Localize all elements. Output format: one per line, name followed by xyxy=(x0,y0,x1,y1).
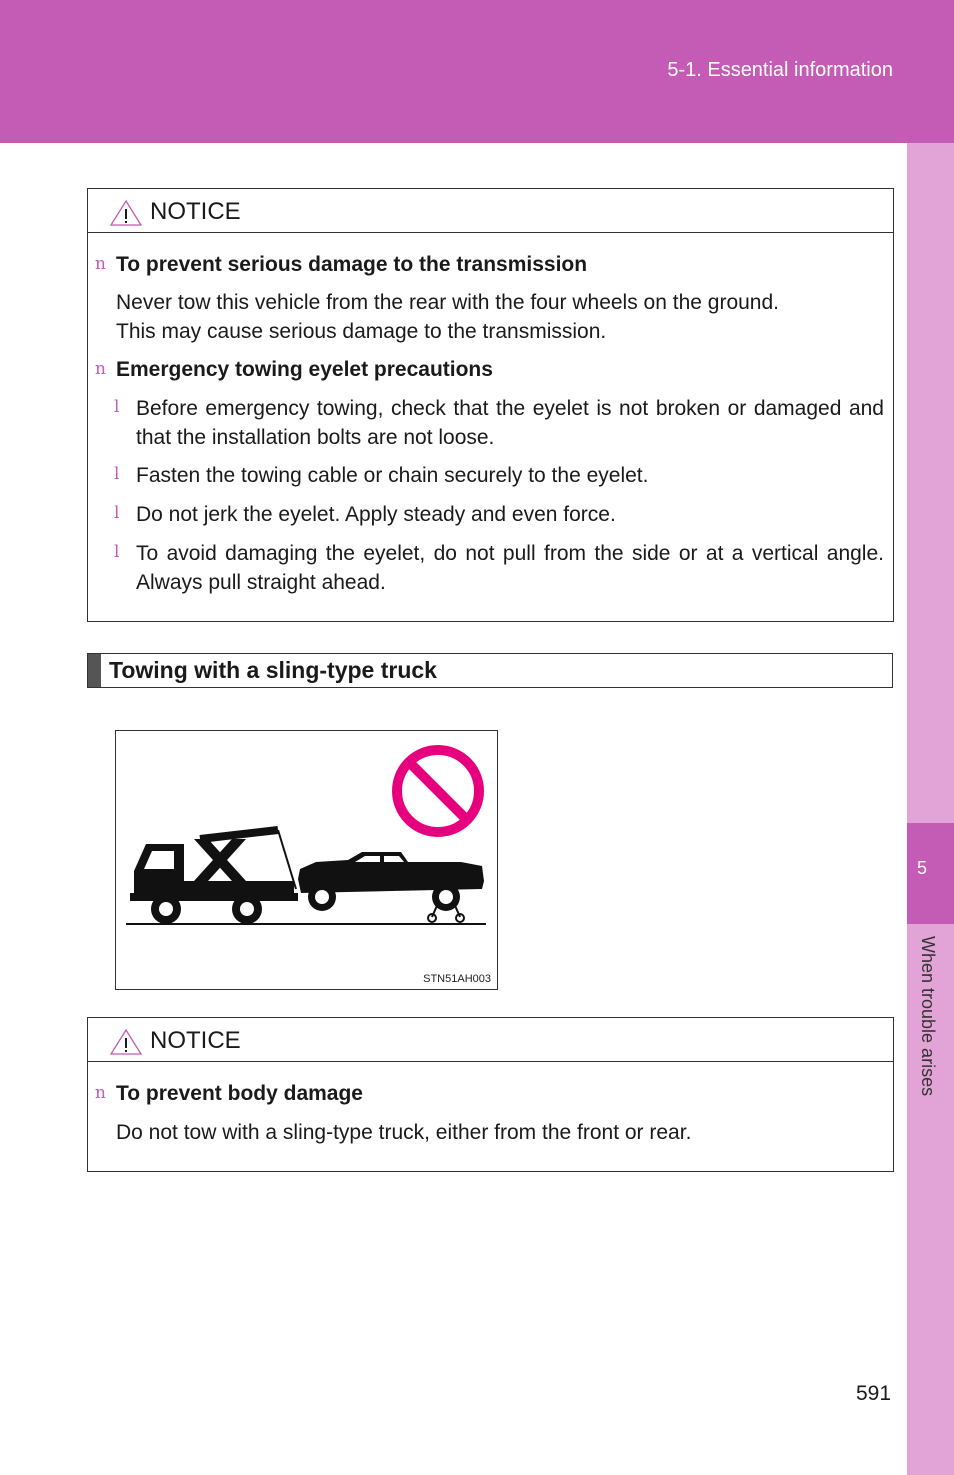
bullet-item: Before emergency towing, check that the eyelet is not broken or damaged and that the installation bolts are not loose. xyxy=(136,397,884,449)
bullet-marker: l xyxy=(114,464,120,484)
section-title: 5-1. Essential information xyxy=(667,59,893,81)
warning-triangle-icon xyxy=(110,1029,142,1055)
notice-header xyxy=(88,1018,893,1062)
figure-caption: STN51AH003 xyxy=(423,973,491,985)
chapter-number: 5 xyxy=(917,858,928,878)
heading-bar xyxy=(88,654,101,687)
section-heading xyxy=(87,653,893,688)
bullet-item: Fasten the towing cable or chain securely to the eyelet. xyxy=(136,464,649,487)
notice-header xyxy=(88,189,893,233)
bullet-item: Do not jerk the eyelet. Apply steady and even force. xyxy=(136,503,616,526)
bullet-item: To avoid damaging the eyelet, do not pull from the side or at a vertical angle. Always pull straight ahead. xyxy=(136,542,884,594)
chapter-tab[interactable] xyxy=(907,823,954,924)
subheading-transmission: To prevent serious damage to the transmission xyxy=(116,253,588,276)
bullet-marker: l xyxy=(114,542,120,562)
section-heading-text: Towing with a sling-type truck xyxy=(109,657,437,683)
item-marker: n xyxy=(95,1083,106,1103)
item-marker: n xyxy=(95,254,106,274)
side-tab xyxy=(907,143,954,1475)
notice-box-body-damage xyxy=(87,1017,894,1172)
bullet-marker: l xyxy=(114,503,120,523)
notice-box-transmission xyxy=(87,188,894,622)
paragraph-line: Do not tow with a sling-type truck, either from the front or rear. xyxy=(116,1121,692,1144)
tow-truck xyxy=(130,830,298,924)
paragraph-line: Never tow this vehicle from the rear with the four wheels on the ground. xyxy=(116,291,779,314)
bullet-marker: l xyxy=(114,397,120,417)
chapter-title: When trouble arises xyxy=(918,936,938,1097)
notice-label: NOTICE xyxy=(150,198,241,225)
page-number: 591 xyxy=(856,1382,892,1405)
towed-pickup xyxy=(298,852,484,922)
warning-triangle-icon xyxy=(110,200,142,226)
subheading-body-damage: To prevent body damage xyxy=(116,1082,363,1105)
paragraph-line: This may cause serious damage to the transmission. xyxy=(116,320,607,343)
prohibited-icon xyxy=(397,750,479,832)
notice-label: NOTICE xyxy=(150,1027,241,1054)
subheading-eyelet: Emergency towing eyelet precautions xyxy=(116,358,493,381)
item-marker: n xyxy=(95,359,106,379)
towing-illustration xyxy=(115,730,498,990)
tow-truck-drawing xyxy=(116,731,497,989)
